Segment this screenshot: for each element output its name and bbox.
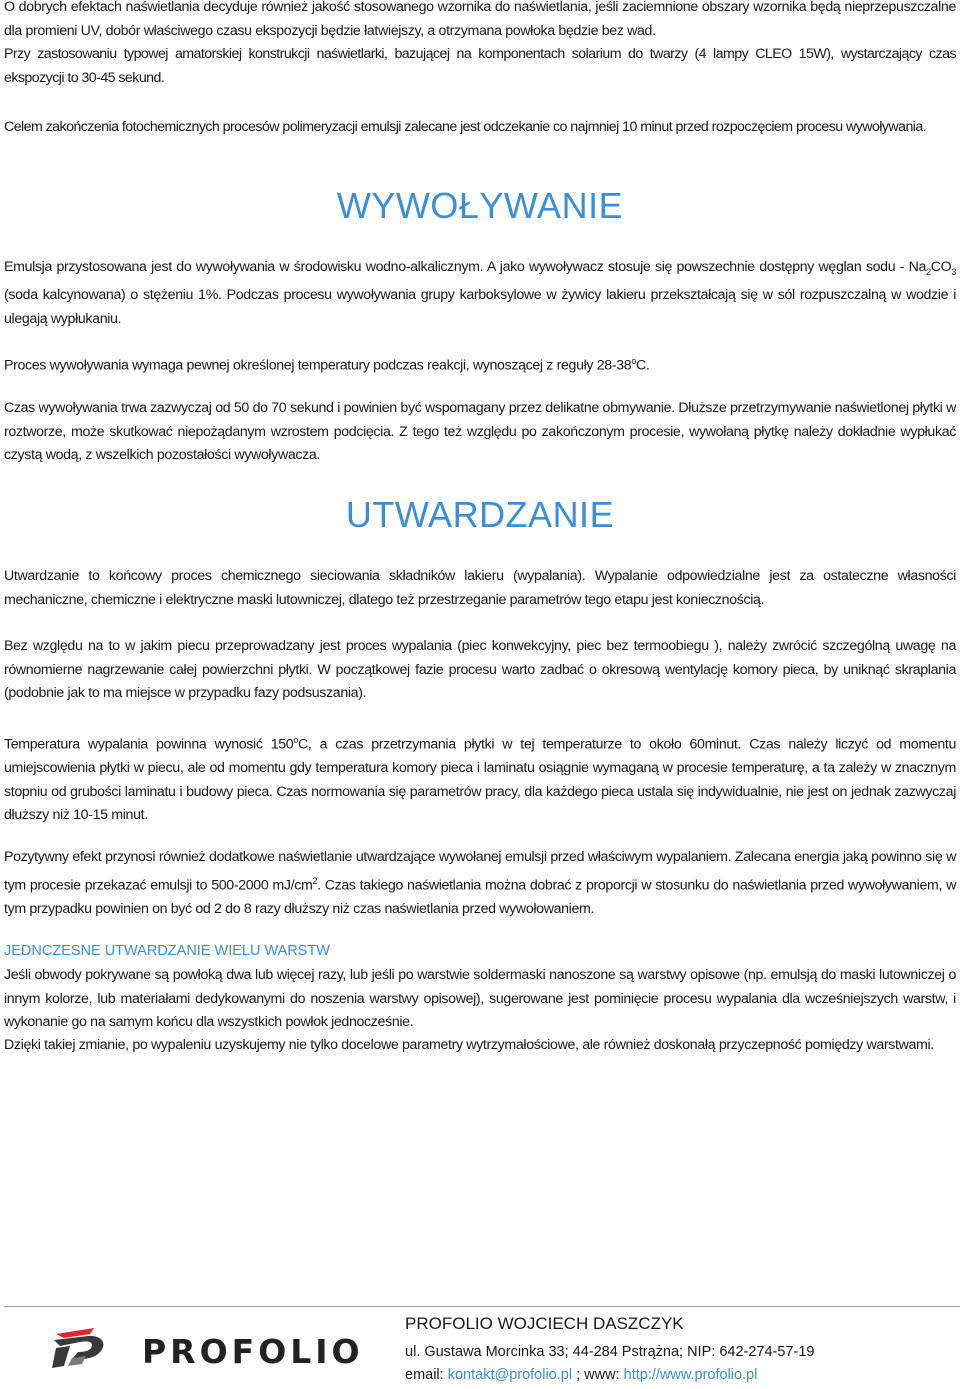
superscript: o xyxy=(293,735,298,745)
company-name: PROFOLIO WOJCIECH DASZCZYK xyxy=(405,1314,684,1333)
intro-paragraph-1: O dobrych efektach naświetlania decyduje również jakość stosowanego wzornika do naświetlania, jeśli zaciemnione obszary wzornika będą nieprzepuszczalne dla promieni UV, dobór właściwego czasu ekspozycji będzie łatwiejszy, a otrzymana powłoka będzie bez wad. xyxy=(4,0,956,39)
logo-wordmark: PROFOLIO xyxy=(142,1332,364,1371)
superscript: o xyxy=(631,356,636,366)
website-link[interactable]: http://www.profolio.pl xyxy=(623,1367,758,1383)
text-span: (soda kalcynowana) o stężeniu 1%. Podczas procesu wywoływania grupy karboksylowe w żywicy lakieru przekształcają się w sól rozpuszczalną w wodzie i ulegają wypłukaniu. xyxy=(4,287,956,327)
text-span: C. xyxy=(635,357,650,374)
footer xyxy=(0,1306,960,1389)
subscript: 3 xyxy=(951,266,956,277)
text-span: CO xyxy=(930,259,952,275)
utwardzanie-paragraph-5: Jeśli obwody pokrywane są powłoką dwa lub więcej razy, lub jeśli po warstwie soldermaski nanoszone są warstwy opisowe (np. emulsją do maski lutowniczej o innym kolorze, lub materiałami dedykowanymi do noszenia warstwy opisowej), sugerowane jest pominięcie procesu wypalania dla wcześniejszych warstw, i wykonanie go na samym końcu dla wszystkich powłok jednocześnie. xyxy=(4,967,956,1030)
section-heading-utwardzanie: UTWARDZANIE xyxy=(345,494,615,535)
footer-divider xyxy=(4,1306,960,1307)
email-label: email: xyxy=(405,1367,448,1383)
utwardzanie-paragraph-6: Dzięki takiej zmianie, po wypaleniu uzyskujemy nie tylko docelowe parametry wytrzymałościowe, ale również doskonałą przyczepność pomiędzy warstwami. xyxy=(4,1037,934,1053)
www-label: ; www: xyxy=(572,1367,624,1383)
text-span: Pozytywny efekt przynosi również dodatkowe naświetlanie utwardzające wywołanej emulsji przed właściwym wypalaniem. Zalecana energia jaką powinno się w tym procesie przekazać emulsji to 500-2000 mJ/cm xyxy=(4,849,956,894)
subsection-heading: JEDNCZESNE UTWARDZANIE WIELU WARSTW xyxy=(4,943,330,959)
text-span: C, a czas przetrzymania płytki w tej temperaturze to około 60minut. Czas należy liczyć od momentu umiejscowienia płytki w piecu, ale od momentu gdy temperatura komory pieca i laminatu osiągnie wymaganą w procesie temperaturę, a ta zależy w znacznym stopniu od grubości laminatu i budowy pieca. Czas normowania się parametrów pracy, dla każdego pieca ustala się indywidualnie, nie jest on jednak zazwyczaj dłuższy niż 10-15 minut. xyxy=(4,736,957,824)
contact-line xyxy=(405,1367,757,1383)
text-span: . Czas takiego naświetlania można dobrać z proporcji w stosunku do naświetlania przed wywoływaniem, w tym przypadku powinien on być od 2 do 8 razy dłuższy niż czas naświetlania przed wywołowaniem. xyxy=(4,877,956,917)
wywolywanie-paragraph-1 xyxy=(4,256,956,331)
text-span: Temperatura wypalania powinna wynosić 150 xyxy=(4,736,294,753)
text-span: Proces wywoływania wymaga pewnej określonej temperatury podczas reakcji, wynoszącej z reguły 28-38 xyxy=(4,357,632,374)
section-heading-wywolywanie: WYWOŁYWANIE xyxy=(336,185,624,226)
intro-paragraph-3: Celem zakończenia fotochemicznych procesów polimeryzacji emulsji zalecane jest odczekanie co najmniej 10 minut przed rozpoczęciem procesu wywoływania. xyxy=(4,119,927,135)
intro-paragraph-2: Przy zastosowaniu typowej amatorskiej konstrukcji naświetlarki, bazującej na komponentach solarium do twarzy (4 lampy CLEO 15W), wystarczający czas ekspozycji to 30-45 sekund. xyxy=(4,46,956,86)
utwardzanie-paragraph-2: Bez względu na to w jakim piecu przeprowadzany jest proces wypalania (piec konwekcyjny, piec bez termoobiegu ), należy zwrócić szczególną uwagę na równomierne nagrzewanie całej powierzchni płytki. W początkowej fazie procesu warto zadbać o okresową wentylację komory pieca, by uniknąć skraplania (podobnie jak to ma miejsce w przypadku fazy podsuszania). xyxy=(4,638,956,701)
profolio-logo xyxy=(50,1324,364,1374)
utwardzanie-paragraph-1: Utwardzanie to końcowy proces chemicznego sieciowania składników lakieru (wypalania). Wypalanie odpowiedzialne jest za ostateczne własności mechaniczne, chemiczne i elektryczne maski lutowniczej, dlatego też przestrzeganie parametrów tego etapu jest koniecznością. xyxy=(4,568,956,608)
subscript: 2 xyxy=(926,266,931,277)
superscript: 2 xyxy=(312,875,318,886)
text-span: Emulsja przystosowana jest do wywoływania w środowisku wodno-alkalicznym. A jako wywoływacz stosuje się powszechnie dostępny węglan sodu - Na xyxy=(4,259,927,275)
logo-mark-icon xyxy=(50,1324,130,1374)
utwardzanie-paragraph-3 xyxy=(4,729,956,828)
wywolywanie-paragraph-2 xyxy=(4,350,956,378)
company-address: ul. Gustawa Morcinka 33; 44-284 Pstrążna; NIP: 642-274-57-19 xyxy=(405,1344,815,1360)
email-link[interactable]: kontakt@profolio.pl xyxy=(447,1367,573,1383)
wywolywanie-paragraph-3: Czas wywoływania trwa zazwyczaj od 50 do 70 sekund i powinien być wspomagany przez delikatne obmywanie. Dłuższe przetrzymywanie naświetlonej płytki w roztworze, może skutkować niepożądanym wzrostem podcięcia. Z tego też względu po zakończonym procesie, wywołaną płytkę należy dokładnie wypłukać czystą wodą, z wszelkich pozostałości wywoływacza. xyxy=(4,400,956,463)
utwardzanie-paragraph-4 xyxy=(4,846,956,921)
